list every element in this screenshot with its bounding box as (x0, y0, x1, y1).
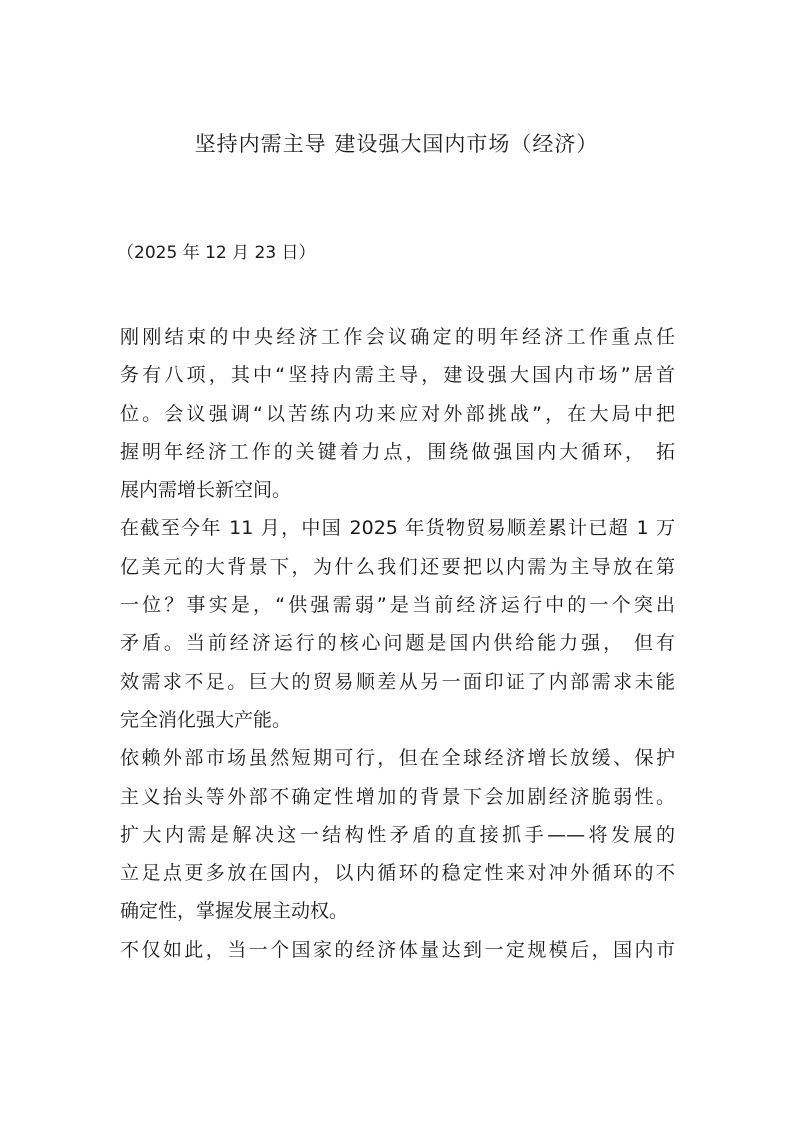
text-line: 确定性，掌握发展主动权。 (120, 900, 349, 923)
text-line: 立足点更多放在国内，以内循环的稳定性来对冲外循环的不 (120, 862, 675, 885)
document-date: （2025 年 12 月 23 日） (117, 243, 316, 263)
text-line: 扩大内需是解决这一结构性矛盾的直接抓手——将发展的 (120, 823, 675, 846)
text-line: 一位？事实是，“供强需弱”是当前经济运行中的一个突出 (120, 594, 675, 617)
text-line: 效需求不足。巨大的贸易顺差从另一面印证了内部需求未能 (120, 670, 675, 693)
text-line: 不仅如此，当一个国家的经济体量达到一定规模后，国内市 (120, 938, 675, 961)
paragraph-4 (120, 931, 675, 969)
text-line: 矛盾。当前经济运行的核心问题是国内供给能力强， 但有 (120, 632, 675, 655)
paragraph-1 (120, 318, 675, 509)
paragraph-3 (120, 739, 675, 930)
document-body (120, 318, 675, 969)
text-line: 展内需增长新空间。 (120, 479, 292, 502)
document-title: 坚持内需主导 建设强大国内市场（经济） (194, 132, 599, 156)
text-line: 完全消化强大产能。 (120, 708, 292, 731)
text-line: 位。会议强调“以苦练内功来应对外部挑战”，在大局中把 (120, 402, 675, 425)
paragraph-2 (120, 509, 675, 739)
text-line: 在截至今年 11 月，中国 2025 年货物贸易顺差累计已超 1 万 (120, 517, 675, 540)
text-line: 务有八项，其中“坚持内需主导，建设强大国内市场”居首 (120, 364, 675, 387)
text-line: 刚刚结束的中央经济工作会议确定的明年经济工作重点任 (120, 326, 675, 348)
text-line: 握明年经济工作的关键着力点，围绕做强国内大循环， 拓 (120, 440, 675, 463)
text-line: 主义抬头等外部不确定性增加的背景下会加剧经济脆弱性。 (120, 785, 675, 808)
text-line: 亿美元的大背景下，为什么我们还要把以内需为主导放在第 (120, 555, 675, 578)
text-line: 依赖外部市场虽然短期可行，但在全球经济增长放缓、保护 (120, 747, 675, 770)
